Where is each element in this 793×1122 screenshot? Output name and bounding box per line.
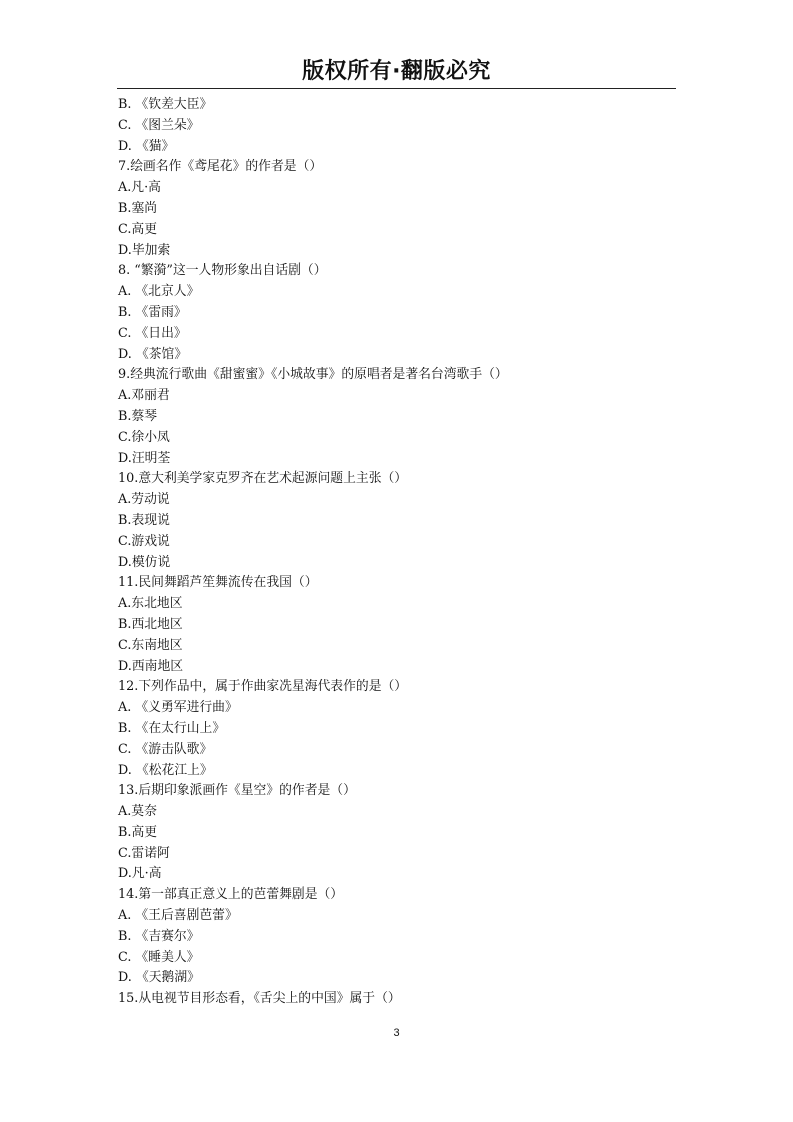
option-line: C. 《图兰朵》 [118, 117, 200, 133]
option-line: B. 《钦差大臣》 [118, 97, 213, 112]
option-line: B. 《在太行山上》 [118, 720, 226, 736]
option-line: B. 《雷雨》 [118, 304, 187, 320]
option-line: D. 《天鹅湖》 [118, 970, 200, 986]
page-header [117, 58, 676, 88]
option-line: A.东北地区 [118, 596, 183, 612]
option-line: D.毕加索 [118, 242, 171, 258]
question-line: 8. “繁漪”这一人物形象出自话剧（） [118, 263, 327, 279]
option-line: D.汪明荃 [118, 450, 171, 466]
option-line: A.凡·高 [118, 180, 161, 196]
option-line: D. 《松花江上》 [118, 762, 213, 778]
option-line: B. 《吉赛尔》 [118, 928, 200, 944]
option-line: D. 《茶馆》 [118, 346, 188, 362]
option-line: A. 《义勇军进行曲》 [118, 700, 238, 716]
option-line: C. 《游击队歌》 [118, 741, 213, 757]
question-line: 9.经典流行歌曲《甜蜜蜜》《小城故事》的原唱者是著名台湾歌手（） [118, 367, 508, 383]
question-content [118, 95, 678, 1010]
option-line: C.游戏说 [118, 533, 170, 549]
option-line: A.邓丽君 [118, 388, 170, 404]
question-line: 11.民间舞蹈芦笙舞流传在我国（） [118, 575, 318, 591]
option-line: A.莫奈 [118, 804, 157, 820]
option-line: D.模仿说 [118, 554, 171, 570]
question-line: 12.下列作品中，属于作曲家冼星海代表作的是（） [118, 679, 408, 695]
option-line: B.表现说 [118, 512, 170, 528]
option-line: D.西南地区 [118, 658, 184, 674]
option-line: C. 《睡美人》 [118, 949, 200, 965]
option-line: B.塞尚 [118, 200, 158, 216]
option-line: D.凡·高 [118, 866, 162, 882]
option-line: C. 《日出》 [118, 325, 187, 341]
option-line: C.徐小凤 [118, 429, 170, 445]
option-line: A. 《王后喜剧芭蕾》 [118, 908, 238, 924]
question-line: 13.后期印象派画作《星空》的作者是（） [118, 783, 356, 799]
page-number: 3 [393, 1027, 400, 1039]
option-line: B.蔡琴 [118, 408, 158, 424]
option-line: A.劳动说 [118, 492, 170, 508]
question-line: 14.第一部真正意义上的芭蕾舞剧是（） [118, 887, 344, 903]
option-line: B.高更 [118, 824, 158, 840]
option-line: B.西北地区 [118, 616, 183, 632]
option-line: C.雷诺阿 [118, 845, 170, 861]
question-line: 7.绘画名作《鸢尾花》的作者是（） [118, 159, 323, 175]
option-line: C.东南地区 [118, 637, 183, 653]
option-line: D. 《猫》 [118, 138, 175, 154]
option-line: A. 《北京人》 [118, 284, 200, 300]
header-rule [117, 88, 676, 89]
question-line: 15.从电视节目形态看，《舌尖上的中国》属于（） [118, 991, 401, 1007]
option-line: C.高更 [118, 221, 157, 237]
header-title: 版权所有·翻版必究 [302, 59, 491, 84]
question-line: 10.意大利美学家克罗齐在艺术起源问题上主张（） [118, 471, 408, 487]
